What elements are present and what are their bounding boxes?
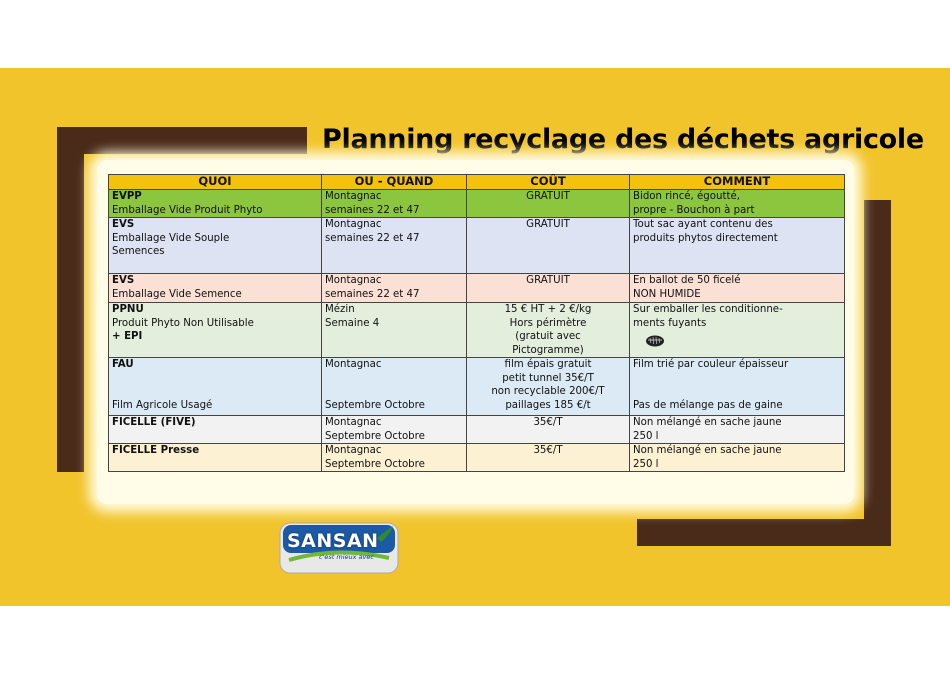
comment-line: produits phytos directement <box>633 232 778 244</box>
waste-description: Produit Phyto Non Utilisable <box>112 317 254 329</box>
period: Semaine 4 <box>325 317 380 329</box>
location: Montagnac <box>325 445 382 456</box>
ou-quand-cell <box>322 444 467 472</box>
cout-cell <box>467 358 630 416</box>
comment-line: En ballot de 50 ficelé <box>633 275 741 286</box>
comment-line: Tout sac ayant contenu des <box>633 219 773 230</box>
comment-cell <box>630 218 845 274</box>
cost-line: (gratuit avec <box>515 331 581 342</box>
cell-spacer <box>325 372 463 399</box>
table-row <box>109 444 845 472</box>
period: Septembre Octobre <box>325 458 425 470</box>
quoi-cell <box>109 416 322 444</box>
comment-cell <box>630 444 845 472</box>
right-bracket-bottom <box>637 519 891 546</box>
comment-cell <box>630 358 845 416</box>
logo-name: SANSAN <box>287 530 379 552</box>
right-bracket-side <box>864 200 891 546</box>
table-row <box>109 190 845 218</box>
cout-cell <box>467 274 630 303</box>
location: Montagnac <box>325 417 382 428</box>
cout-cell <box>467 190 630 218</box>
waste-code: PPNU <box>112 304 144 315</box>
table-row <box>109 303 845 358</box>
table-row <box>109 416 845 444</box>
header-quoi: QUOI <box>109 175 322 190</box>
waste-description: Film Agricole Usagé <box>112 399 213 411</box>
comment-cell <box>630 190 845 218</box>
cost: 35€/T <box>533 445 563 456</box>
table-row <box>109 358 845 416</box>
cout-cell <box>467 444 630 472</box>
cout-cell <box>467 218 630 274</box>
ou-quand-cell <box>322 274 467 303</box>
period: semaines 22 et 47 <box>325 288 420 300</box>
sansan-logo <box>277 520 401 576</box>
cell-spacer <box>633 372 841 399</box>
cost: GRATUIT <box>526 275 570 286</box>
quoi-cell <box>109 303 322 358</box>
ou-quand-cell <box>322 190 467 218</box>
comment-line: Pas de mélange pas de gaine <box>633 399 783 411</box>
cost-line: paillages 185 €/t <box>505 399 591 411</box>
waste-code: EVS <box>112 219 135 230</box>
location: Montagnac <box>325 275 382 286</box>
comment-line: Film trié par couleur épaisseur <box>633 359 789 370</box>
comment-cell <box>630 303 845 358</box>
ou-quand-cell <box>322 303 467 358</box>
comment-line: Non mélangé en sache jaune <box>633 445 782 456</box>
location: Montagnac <box>325 191 382 202</box>
waste-code: EVPP <box>112 191 142 202</box>
comment-line: ments fuyants <box>633 317 707 329</box>
warning-pictogram-icon <box>645 333 665 347</box>
comment-line: Bidon rincé, égoutté, <box>633 191 740 202</box>
comment-cell <box>630 274 845 303</box>
cost-line: film épais gratuit <box>504 359 592 370</box>
waste-description: Emballage Vide Souple <box>112 232 230 244</box>
ou-quand-cell <box>322 416 467 444</box>
cost-line: non recyclable 200€/T <box>491 386 605 397</box>
comment-line: propre - Bouchon à part <box>633 204 755 216</box>
location: Mézin <box>325 304 355 315</box>
header-comment: COMMENT <box>630 175 845 190</box>
ou-quand-cell <box>322 358 467 416</box>
table-row <box>109 274 845 303</box>
logo-slogan: c'est mieux avec <box>319 553 374 561</box>
period: Septembre Octobre <box>325 399 425 411</box>
period: Septembre Octobre <box>325 430 425 442</box>
page-title: Planning recyclage des déchets agricole <box>322 124 924 155</box>
quoi-cell <box>109 358 322 416</box>
quoi-cell <box>109 274 322 303</box>
period: semaines 22 et 47 <box>325 232 420 244</box>
cost-line: 15 € HT + 2 €/kg <box>504 304 592 315</box>
cost: GRATUIT <box>526 191 570 202</box>
table-row <box>109 218 845 274</box>
waste-code: FAU <box>112 359 134 370</box>
comment-cell <box>630 416 845 444</box>
cost-line: Hors périmètre <box>509 317 587 329</box>
left-bracket-top <box>57 127 307 154</box>
quoi-cell <box>109 444 322 472</box>
comment-line: Non mélangé en sache jaune <box>633 417 782 428</box>
header-ou-quand: OU - QUAND <box>322 175 467 190</box>
period: semaines 22 et 47 <box>325 204 420 216</box>
comment-line: NON HUMIDE <box>633 288 701 300</box>
header-cout: COÛT <box>467 175 630 190</box>
cout-cell <box>467 416 630 444</box>
left-bracket-side <box>57 127 84 472</box>
waste-description: Emballage Vide Semence <box>112 288 242 300</box>
cout-cell <box>467 303 630 358</box>
waste-extra: + EPI <box>112 331 143 342</box>
cell-spacer <box>112 372 318 399</box>
comment-line: Sur emballer les conditionne- <box>633 304 783 315</box>
ou-quand-cell <box>322 218 467 274</box>
quoi-cell <box>109 218 322 274</box>
waste-description: Emballage Vide Produit Phyto <box>112 204 263 216</box>
cost: GRATUIT <box>526 219 570 230</box>
waste-code: FICELLE (FIVE) <box>112 417 196 428</box>
location: Montagnac <box>325 359 382 370</box>
waste-description: Semences <box>112 246 165 257</box>
cost: 35€/T <box>533 417 563 428</box>
comment-line: 250 l <box>633 458 659 470</box>
recycling-table <box>108 174 845 472</box>
table-header-row <box>109 175 845 190</box>
waste-code: FICELLE Presse <box>112 445 200 456</box>
waste-code: EVS <box>112 275 135 286</box>
cost-line: petit tunnel 35€/T <box>502 372 594 384</box>
comment-line: 250 l <box>633 430 659 442</box>
cost-line: Pictogramme) <box>512 344 584 356</box>
quoi-cell <box>109 190 322 218</box>
location: Montagnac <box>325 219 382 230</box>
